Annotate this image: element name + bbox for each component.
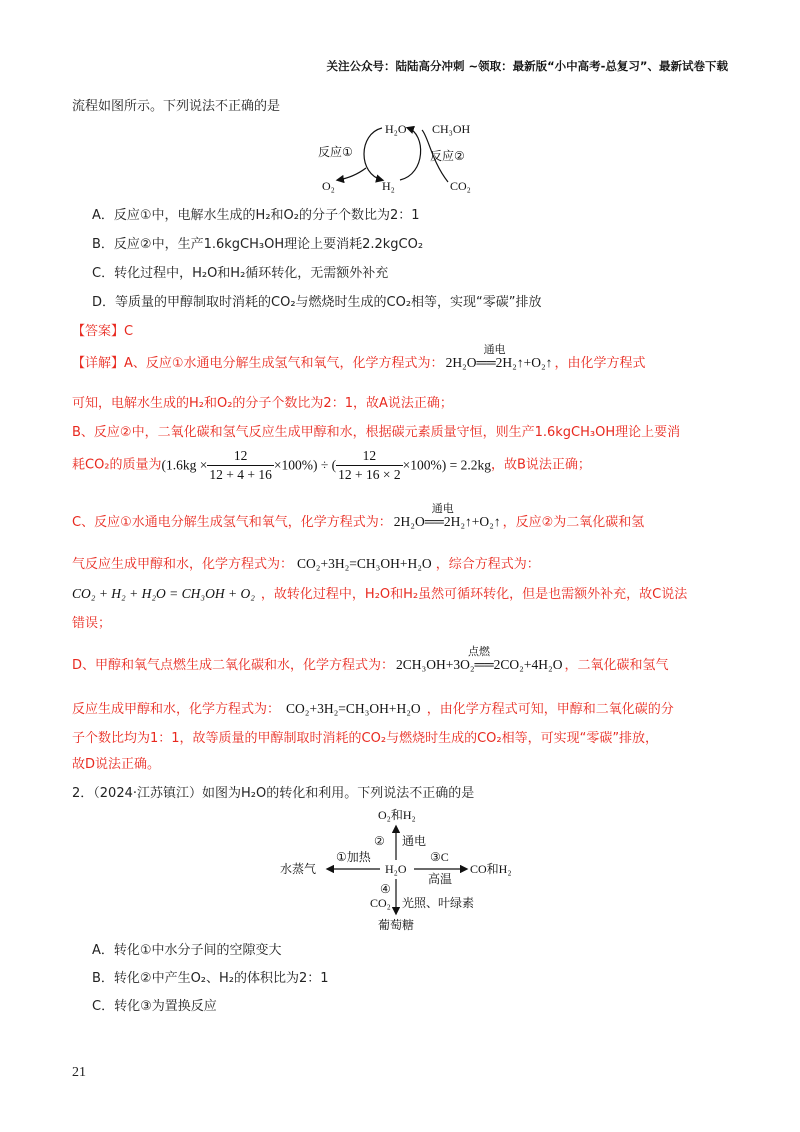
diagram-ch3oh-label: CH₃OH [432, 122, 471, 136]
question-2-stem: 2．（2024·江苏镇江）如图为H₂O的转化和利用。下列说法不正确的是 [72, 786, 475, 801]
diagram-h2o-label: H₂O [385, 122, 407, 136]
diagram-co2-label: CO₂ [450, 179, 471, 193]
analysis-d-line3: 子个数比均为1：1，故等质量的甲醇制取时消耗的CO₂与燃烧时生成的CO₂相等，可实现“零碳”排放， [72, 731, 659, 746]
diagram-center-label: H₂O [385, 862, 407, 876]
analysis-d-line4: 故D说法正确。 [72, 757, 161, 772]
diagram-c3-label: ③C [430, 850, 449, 864]
diagram-bottom-label: 葡萄糖 [378, 918, 415, 932]
equation-electrolysis-1: 通电 2H₂O══2H₂↑+O₂↑ [445, 343, 553, 370]
diagram-c4-cond: 光照、叶绿素 [402, 896, 475, 910]
analysis-a-line2: 可知，电解水生成的H₂和O₂的分子个数比为2：1，故A说法正确； [72, 396, 453, 411]
q1-answer: 【答案】C [72, 324, 134, 339]
q2-option-c: C．转化③为置换反应 [92, 999, 217, 1014]
q2-option-a: A．转化①中水分子间的空隙变大 [92, 943, 282, 958]
q1-option-c: C．转化过程中，H₂O和H₂循环转化，无需额外补充 [92, 266, 389, 281]
diagram-c1-label: ①加热 [336, 850, 371, 864]
diagram-c3-cond: 高温 [428, 872, 453, 886]
diagram-c2-cond: 通电 [402, 834, 427, 848]
analysis-b-line2: 耗CO₂的质量为(1.6kg × $\frac{12}{12 + 4 + 16}$ ×100%) ÷ ( $\frac{12}{12 + 16 \times 2}$ ×100%) = 2.2kg，故B说法正确； [72, 448, 591, 482]
q2-option-b: B．转化②中产生O₂、H₂的体积比为2：1 [92, 971, 329, 986]
diagram-o2-label: O₂ [322, 179, 335, 193]
water-transformation-diagram [270, 805, 540, 935]
equation-electrolysis-2: 通电 2H₂O══2H₂↑+O₂↑ [393, 502, 501, 529]
fraction-co2: $\frac{12}{12 + 16 \times 2}$ [338, 448, 401, 482]
arrow-to-o2 [338, 168, 366, 180]
diagram-h2-label: H₂ [382, 179, 395, 193]
diagram-c4-co2: CO₂ [370, 896, 391, 910]
arc-reaction1 [364, 128, 382, 180]
diagram-reaction1-label: 反应① [318, 145, 353, 159]
diagram-left-label: 水蒸气 [280, 862, 317, 876]
diagram-reaction2-label: 反应② [430, 149, 465, 163]
q1-option-b: B．反应②中，生产1.6kgCH₃OH理论上要消耗2.2kgCO₂ [92, 237, 424, 252]
q1-option-d: D．等质量的甲醇制取时消耗的CO₂与燃烧时生成的CO₂相等，实现“零碳”排放 [92, 295, 542, 310]
question-1-intro: 流程如图所示。下列说法不正确的是 [72, 99, 281, 114]
analysis-c-line4: 错误； [72, 616, 112, 631]
diagram-right-label: CO和H₂ [470, 862, 512, 876]
analysis-c-line3: CO₂ + H₂ + H₂O = CH₃OH + O₂ ，故转化过程中，H₂O和H₂虽然可循环转化，但是也需额外补充，故C说法 [72, 586, 688, 602]
fraction-ch3oh: $\frac{12}{12 + 4 + 16}$ [209, 448, 272, 482]
reaction-cycle-diagram [300, 118, 530, 200]
diagram-c2-label: ② [374, 834, 385, 848]
analysis-d-line2: 反应生成甲醇和水，化学方程式为： CO₂+3H₂=CH₃OH+H₂O ，由化学方程式可知，甲醇和二氧化碳的分 [72, 701, 674, 717]
diagram-top-label: O₂和H₂ [378, 808, 416, 822]
analysis-d-line1: D、甲醇和氧气点燃生成二氧化碳和水，化学方程式为： 点燃 2CH₃OH+3O₂══2CO₂+4H₂O ，二氧化碳和氢气 [72, 645, 669, 673]
page-header: 关注公众号：陆陆高分冲刺 ~领取：最新版“小中高考-总复习”、最新试卷下载 [326, 59, 728, 73]
diagram-c4-label: ④ [380, 882, 391, 896]
analysis-b-line1: B、反应②中，二氧化碳和氢气反应生成甲醇和水，根据碳元素质量守恒，则生产1.6kgCH₃OH理论上要消 [72, 425, 681, 440]
analysis-c-line1: C、反应①水通电分解生成氢气和氧气，化学方程式为： 通电 2H₂O══2H₂↑+O₂↑ ，反应②为二氧化碳和氢 [72, 502, 645, 530]
page-number: 21 [72, 1065, 86, 1080]
q1-option-a: A．反应①中，电解水生成的H₂和O₂的分子个数比为2：1 [92, 208, 420, 223]
equation-combustion: 点燃 2CH₃OH+3O₂══2CO₂+4H₂O [396, 645, 563, 672]
analysis-c-line2: 气反应生成甲醇和水，化学方程式为： CO₂+3H₂=CH₃OH+H₂O ，综合方程式为： [72, 556, 540, 572]
analysis-a-line1: 【详解】A、反应①水通电分解生成氢气和氧气，化学方程式为： 通电 2H₂O══2H₂↑+O₂↑ ，由化学方程式 [72, 343, 646, 371]
